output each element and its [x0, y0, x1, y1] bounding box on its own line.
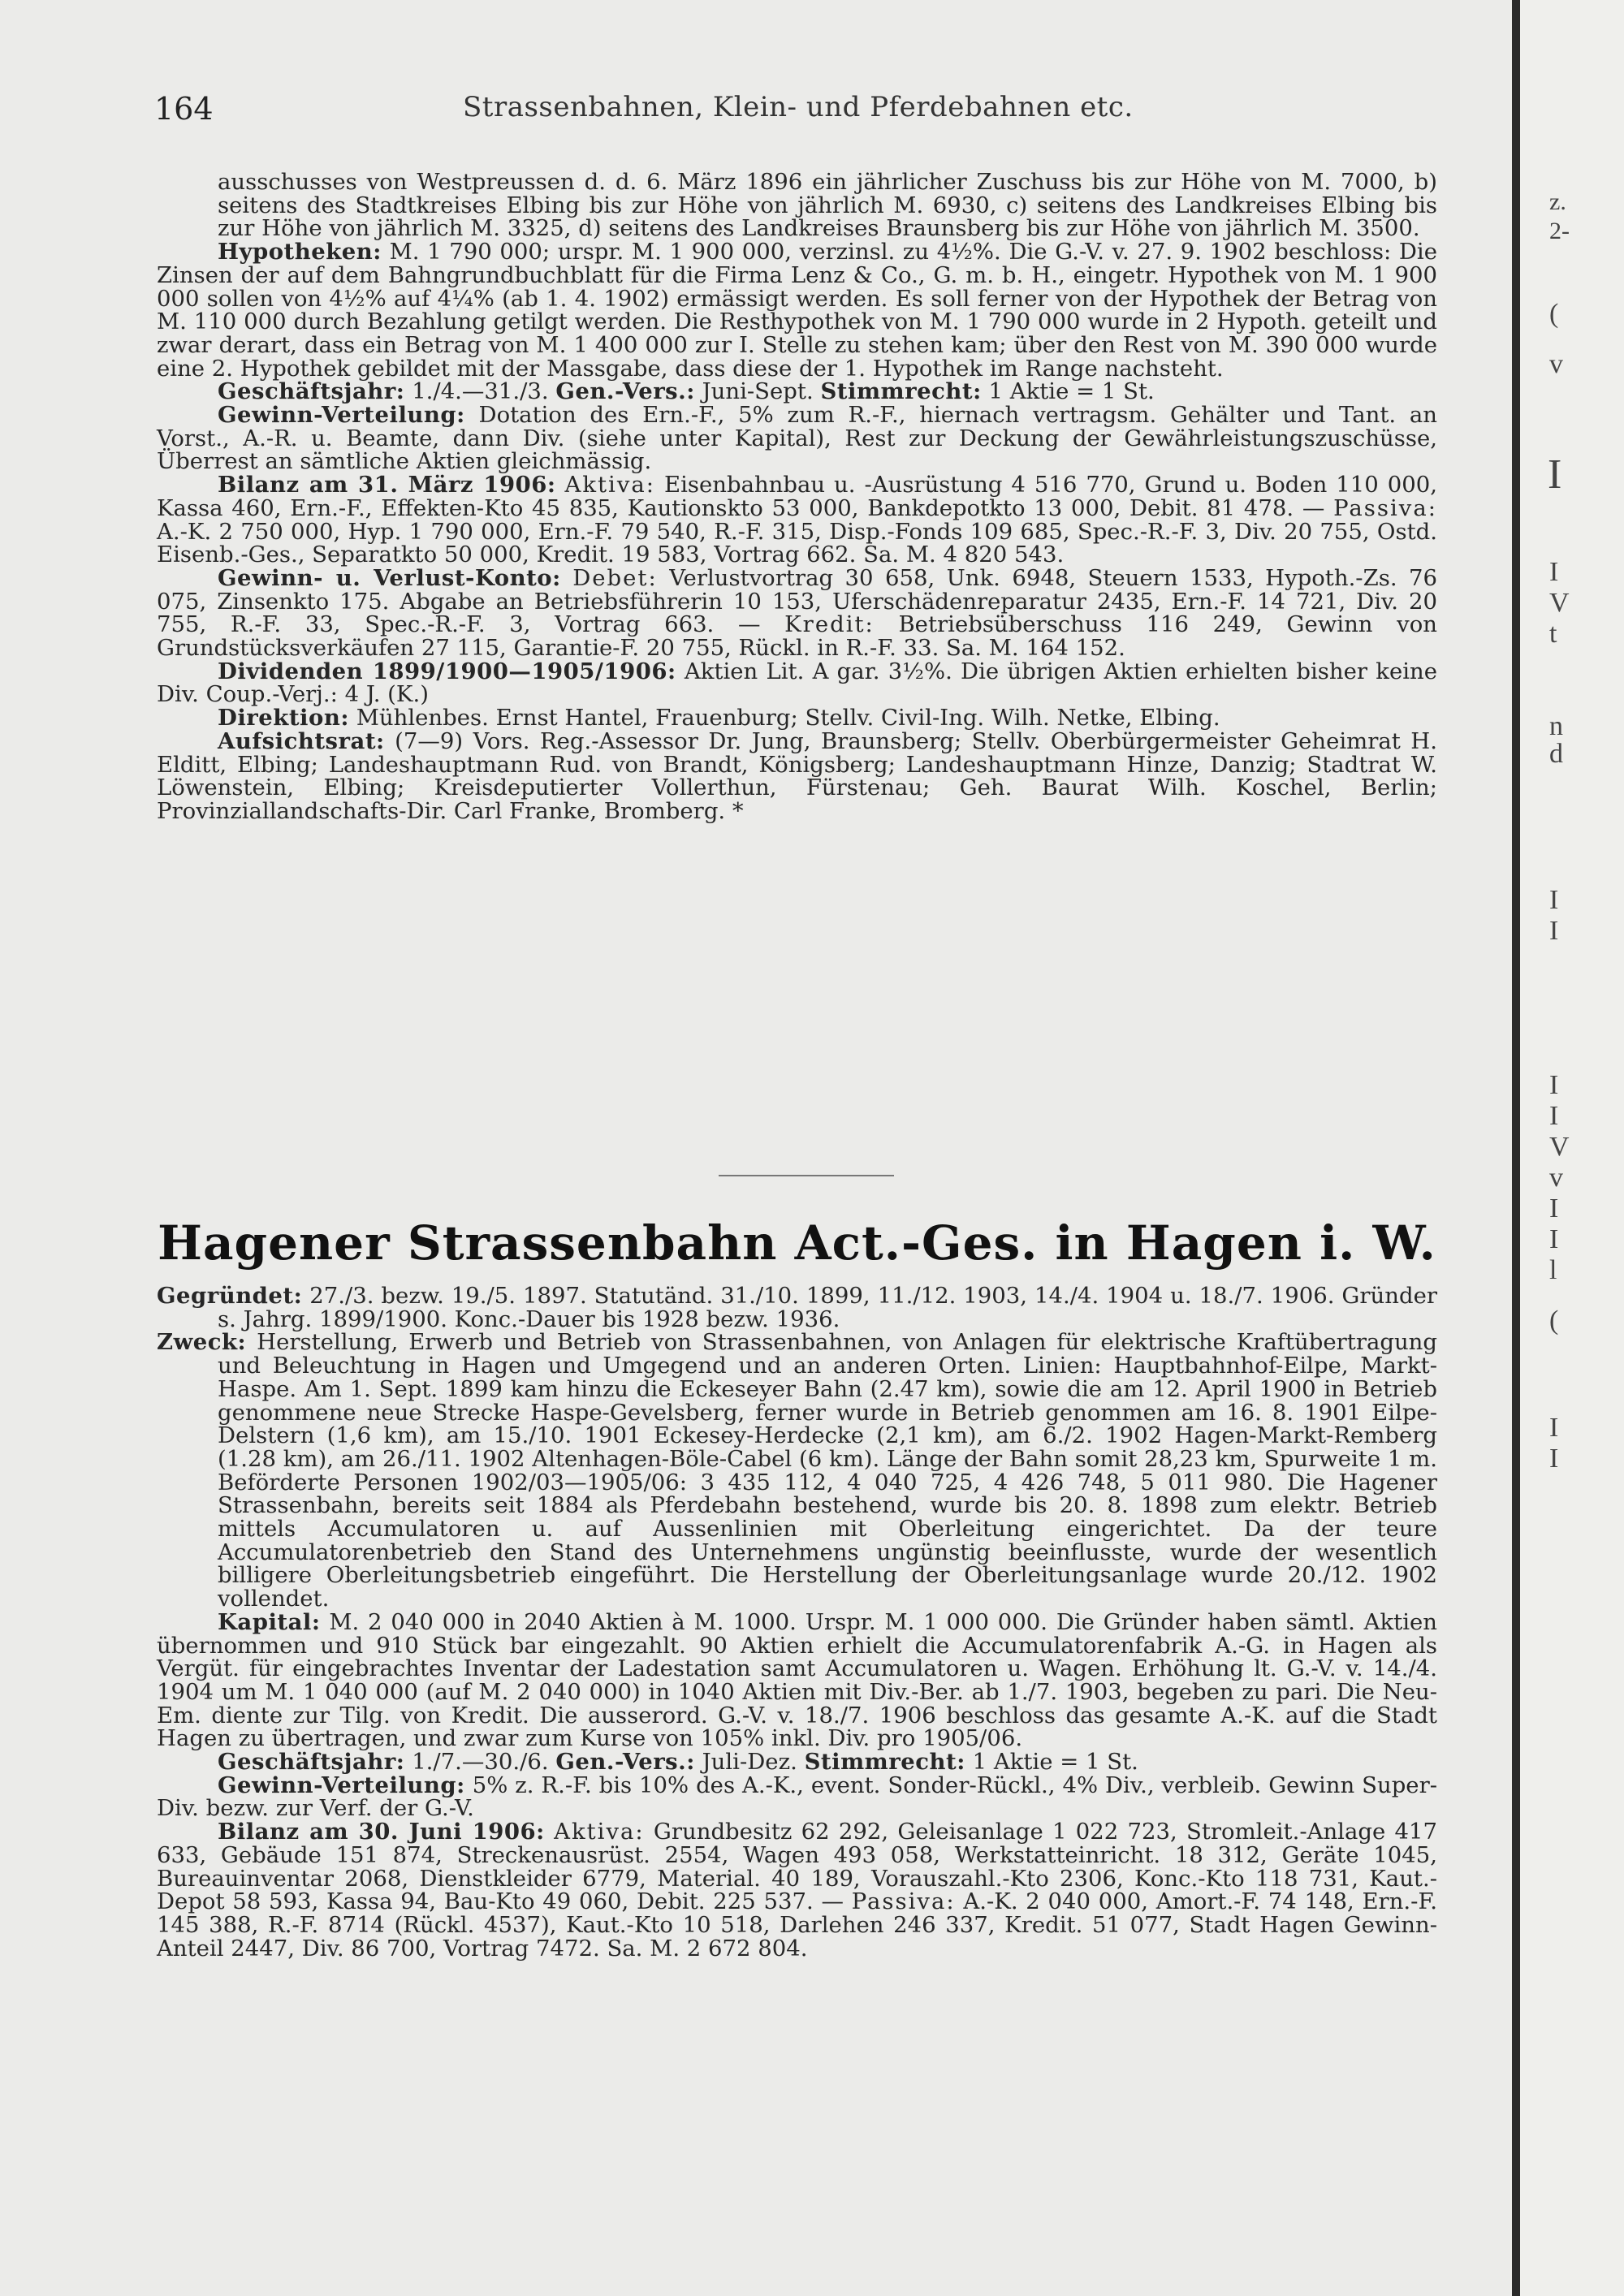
dividenden-text: Aktien Lit. A gar. 3½%. Die übrigen Aktien erhielten bisher keine Div. Coup.-Verj.: 4 J. (K.) [157, 658, 1437, 708]
gegruendet-paragraph [157, 1284, 1437, 1331]
bilanz-passiva-text: A.-K. 2 750 000, Hyp. 1 790 000, Ern.-F. 79 540, R.-F. 315, Disp.-Fonds 109 685, Spec.-R.-F. 3, Div. 20 755, Ostd. Eisenb.-Ges., Separatkto 50 000, Kredit. 19 583, Vortrag 662. Sa. M. 4 820 543. [157, 518, 1437, 568]
margin-glyph: d [1549, 739, 1563, 769]
stimmrecht-label: Stimmrecht: [804, 1749, 965, 1776]
bilanz-paragraph [157, 473, 1437, 567]
margin-glyph: I [1549, 557, 1559, 587]
aufsichtsrat-text: (7—9) Vors. Reg.-Assessor Dr. Jung, Braunsberg; Stellv. Oberbürgermeister Geheimrat H. Elditt, Elbing; Landeshauptmann Rud. von Brandt, Königsberg; Landeshauptmann Hinze, Danzig; Stadtrat W. Löwenstein, Elbing; Kreisdeputierter Vollerthun, Fürstenau; Geh. Baurat Wilh. Koschel, Berlin; Provinziallandschafts-Dir. Carl Franke, Bromberg. [157, 727, 1437, 824]
gewinnverteilung-paragraph [157, 404, 1437, 473]
book-binding-gutter [1512, 0, 1520, 2296]
guv-kredit-label: Kredit: [784, 611, 875, 638]
bilanz-paragraph [157, 1820, 1437, 1960]
previous-entry-continuation [157, 170, 1437, 823]
direktion-text: Mühlenbes. Ernst Hantel, Frauenburg; Stellv. Civil-Ing. Wilh. Netke, Elbing. [356, 705, 1220, 732]
dividenden-label: Dividenden 1899/1900—1905/1906: [218, 658, 676, 684]
geschaeftsjahr-label: Geschäftsjahr: [218, 378, 405, 405]
genvers-text: Juli-Dez. [702, 1749, 797, 1776]
zweck-label: Zweck: [157, 1329, 247, 1356]
aufsichtsrat-label: Aufsichtsrat: [218, 727, 385, 754]
margin-glyph: I [1549, 1193, 1559, 1224]
zweck-text: Herstellung, Erwerb und Betrieb von Strassenbahnen, von Anlagen für elektrische Kraftübertragung und Beleuchtung in Hagen und Umgegend und an anderen Orten. Linien: Hauptbahnhof-Eilpe, Markt-Haspe. Am 1. Sept. 1899 kam hinzu die Eckeseyer Bahn (2.47 km), sowie die am 12. April 1900 in Betrieb genommene neue Strecke Haspe-Gevelsberg, ferner wurde in Betrieb genommen am 16. 8. 1901 Eilpe-Delstern (1,6 km), am 15./10. 1901 Eckesey-Herdecke (2,1 km), am 6./2. 1902 Hagen-Markt-Remberg (1.28 km), am 26./11. 1902 Altenhagen-Böle-Cabel (6 km). Länge der Bahn somit 28,23 km, Spurweite 1 m. Beförderte Personen 1902/03—1905/06: 3 435 112, 4 040 725, 4 426 748, 5 011 980. Die Hagener Strassenbahn, bereits seit 1884 als Pferdebahn bestehend, wurde bis 20. 8. 1898 zum elektr. Betrieb mittels Accumulatoren u. auf Aussenlinien mit Oberleitung eingerichtet. Da der teure Accumulatorenbetrieb den Stand des Unternehmens ungünstig beeinflusste, wurde der wesentlich billigere Oberleitungsbetrieb eingeführt. Die Herstellung der Oberleitungsanlage wurde 20./12. 1902 vollendet. [218, 1329, 1437, 1612]
genvers-label: Gen.-Vers.: [555, 378, 695, 405]
bilanz-passiva-text: A.-K. 2 040 000, Amort.-F. 74 148, Ern.-F. 145 388, R.-F. 8714 (Rückl. 4537), Kaut.-Kto 10 518, Darlehen 246 337, Kredit. 51 077, Stadt Hagen Gewinn-Anteil 2447, Div. 86 700, Vortrag 7472. Sa. M. 2 672 804. [157, 1888, 1437, 1962]
bilanz-aktiva-text: Eisenbahnbau u. -Ausrüstung 4 516 770, Grund u. Boden 110 000, Kassa 460, Ern.-F., Effekten-Kto 45 835, Kautionskto 53 000, Bankdepotkto 13 000, Debit. 81 478. — [157, 472, 1437, 521]
bilanz-passiva-label: Passiva: [851, 1888, 956, 1915]
bilanz-label: Bilanz am 30. Juni 1906: [218, 1819, 545, 1845]
geschaeftsjahr-paragraph [157, 380, 1437, 404]
gewinnverteilung-label: Gewinn-Verteilung: [218, 402, 465, 429]
asterisk: * [732, 797, 744, 824]
margin-glyph: v [1549, 1163, 1563, 1193]
geschaeftsjahr-label: Geschäftsjahr: [218, 1749, 405, 1776]
page-header [154, 91, 1445, 132]
gewinnverteilung-label: Gewinn-Verteilung: [218, 1772, 465, 1798]
direktion-paragraph [157, 706, 1437, 730]
adjacent-page-edge [1520, 0, 1624, 2296]
running-title: Strassenbahnen, Klein- und Pferdebahnen etc. [463, 91, 1134, 123]
guv-debet-text: Verlustvortrag 30 658, Unk. 6948, Steuern 1533, Hypoth.-Zs. 76 075, Zinsenkto 175. Abgabe an Betriebsführerin 10 153, Uferschädenreparatur 2435, Ern.-F. 14 721, Div. 20 755, R.-F. 33, Spec.-R.-F. 3, Vortrag 663. — [157, 564, 1437, 638]
bilanz-aktiva-label: Aktiva: [554, 1819, 645, 1845]
bilanz-passiva-label: Passiva: [1333, 494, 1437, 521]
bilanz-aktiva-label: Aktiva: [564, 472, 656, 498]
bilanz-label: Bilanz am 31. März 1906: [218, 472, 556, 498]
hypotheken-label: Hypotheken: [218, 239, 382, 265]
margin-glyph: I [1548, 451, 1562, 498]
aufsichtsrat-paragraph [157, 727, 1437, 824]
margin-glyph: V [1549, 1132, 1570, 1162]
margin-glyph: v [1549, 349, 1563, 379]
guv-debet-label: Debet: [572, 564, 658, 591]
guv-kredit-text: Betriebsüberschuss 116 249, Gewinn von Grundstücksverkäufen 27 115, Garantie-F. 20 755, Rückl. in R.-F. 33. Sa. M. 164 152. [157, 611, 1437, 662]
kapital-label: Kapital: [218, 1608, 321, 1635]
bilanz-aktiva-text: Grundbesitz 62 292, Geleisanlage 1 022 723, Stromleit.-Anlage 417 633, Gebäude 151 874, Streckenausrüst. 2554, Wagen 493 058, Werkstatteinricht. 18 312, Geräte 1045, Bureauinventar 2068, Dienstkleider 6779, Material. 40 189, Vorauszahl.-Kto 2306, Konc.-Kto 118 731, Kaut.-Depot 58 593, Kassa 94, Bau-Kto 49 060, Debit. 225 537. — [157, 1819, 1437, 1915]
section-divider [719, 1175, 894, 1176]
margin-glyph: I [1549, 916, 1559, 946]
margin-glyph: I [1549, 1101, 1559, 1131]
guv-paragraph [157, 564, 1437, 662]
margin-glyph: I [1549, 885, 1559, 915]
margin-glyph: 2- [1549, 218, 1570, 244]
direktion-label: Direktion: [218, 705, 349, 732]
gewinnverteilung-paragraph [157, 1774, 1437, 1820]
intro-paragraph [157, 170, 1437, 240]
stimmrecht-text: 1 Aktie = 1 St. [972, 1749, 1138, 1776]
gegruendet-label: Gegründet: [157, 1283, 303, 1309]
gewinnverteilung-text: Dotation des Ern.-F., 5% zum R.-F., hiernach vertragsm. Gehälter und Tant. an Vorst., A.-R. u. Beamte, dann Div. (siehe unter Kapital), Rest zur Deckung der Gewährleistungszuschüsse, Überrest an sämtliche Aktien gleichmässig. [157, 402, 1438, 475]
margin-glyph: I [1549, 1413, 1559, 1443]
margin-glyph: I [1549, 1070, 1559, 1100]
margin-glyph: t [1549, 619, 1557, 649]
company-entry [157, 1284, 1437, 1960]
guv-label: Gewinn- u. Verlust-Konto: [218, 564, 561, 591]
stimmrecht-label: Stimmrecht: [820, 378, 982, 405]
margin-glyph: n [1549, 711, 1563, 741]
margin-glyph: ( [1549, 1306, 1559, 1336]
geschaeftsjahr-text: 1./7.—30./6. [412, 1749, 549, 1776]
kapital-paragraph [157, 1608, 1437, 1752]
margin-glyph: z. [1549, 188, 1566, 215]
hypotheken-text: M. 1 790 000; urspr. M. 1 900 000, verzinsl. zu 4½%. Die G.-V. v. 27. 9. 1902 beschloss: Die Zinsen der auf dem Bahngrundbuchblatt für die Firma Lenz & Co., G. m. b. H., eingetr. Hypothek von M. 1 900 000 sollen von 4½% auf 4¼% (ab 1. 4. 1902) ermässigt werden. Es soll ferner von der Hypothek der Betrag von M. 110 000 durch Bezahlung getilgt werden. Die Resthypothek von M. 1 790 000 wurde in 2 Hypoth. geteilt und zwar derart, dass ein Betrag von M. 1 400 000 zur I. Stelle zu stehen kam; über den Rest von M. 390 000 wurde eine 2. Hypothek gebildet mit der Massgabe, dass diese der 1. Hypothek im Range nachsteht. [157, 239, 1437, 382]
page-number: 164 [154, 91, 214, 127]
company-title: Hagener Strassenbahn Act.-Ges. in Hagen i. W. [158, 1215, 1436, 1271]
margin-glyph: I [1549, 1444, 1559, 1474]
gegruendet-text: 27./3. bezw. 19./5. 1897. Statutänd. 31./10. 1899, 11./12. 1903, 14./4. 1904 u. 18./7. 1906. Gründer s. Jahrg. 1899/1900. Konc.-Dauer bis 1928 bezw. 1936. [218, 1283, 1437, 1332]
genvers-text: Juni-Sept. [702, 378, 814, 405]
geschaeftsjahr-text: 1./4.—31./3. [412, 378, 549, 405]
margin-glyph: I [1549, 1224, 1559, 1254]
margin-glyph: V [1549, 588, 1570, 618]
hypotheken-paragraph [157, 240, 1437, 380]
dividenden-paragraph [157, 660, 1437, 706]
margin-glyph: l [1549, 1255, 1557, 1285]
zweck-paragraph [157, 1331, 1437, 1610]
stimmrecht-text: 1 Aktie = 1 St. [988, 378, 1155, 405]
gewinnverteilung-text: 5% z. R.-F. bis 10% des A.-K., event. Sonder-Rückl., 4% Div., verbleib. Gewinn Super-Div. bezw. zur Verf. der G.-V. [157, 1772, 1438, 1822]
kapital-text: M. 2 040 000 in 2040 Aktien à M. 1000. Urspr. M. 1 000 000. Die Gründer haben sämtl. Aktien übernommen und 910 Stück bar eingezahlt. 90 Aktien erhielt die Accumulatorenfabrik A.-G. in Hagen als Vergüt. für eingebrachtes Inventar der Ladestation samt Accumulatoren u. Wagen. Erhöhung lt. G.-V. v. 14./4. 1904 um M. 1 040 000 (auf M. 2 040 000) in 1040 Aktien mit Div.-Ber. ab 1./7. 1903, begeben zu pari. Die Neu-Em. diente zur Tilg. von Kredit. Die ausserord. G.-V. v. 18./7. 1906 beschloss das gesamte A.-K. auf die Stadt Hagen zu übertragen, und zwar zum Kurse von 105% inkl. Div. pro 1905/06. [157, 1608, 1437, 1752]
genvers-label: Gen.-Vers.: [555, 1749, 695, 1776]
margin-glyph: ( [1549, 299, 1559, 329]
geschaeftsjahr-paragraph [157, 1750, 1437, 1774]
intro-text: ausschusses von Westpreussen d. d. 6. März 1896 ein jährlicher Zuschuss bis zur Höhe von M. 7000, b) seitens des Stadtkreises Elbing bis zur Höhe von jährlich M. 6930, c) seitens des Landkreises Elbing bis zur Höhe von jährlich M. 3325, d) seitens des Landkreises Braunsberg bis zur Höhe von jährlich M. 3500. [218, 169, 1437, 242]
